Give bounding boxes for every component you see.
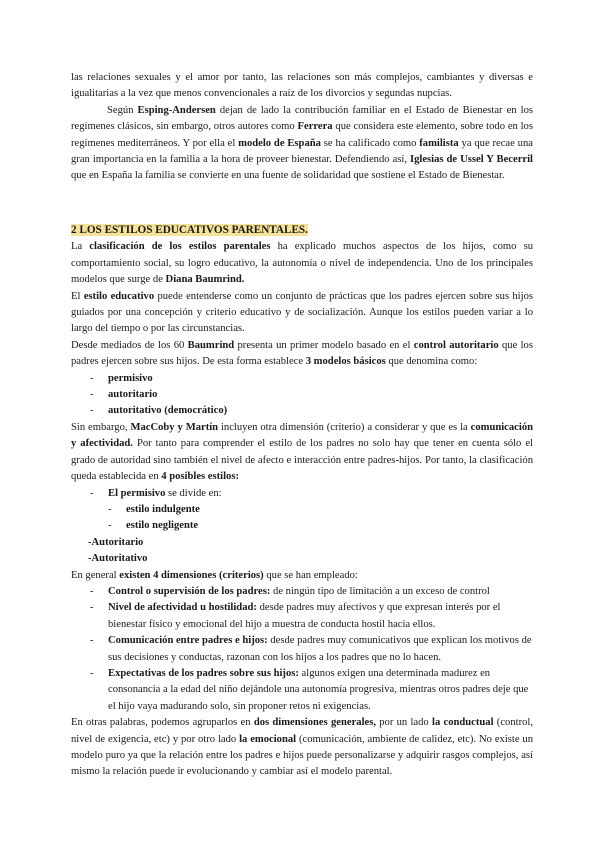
dimension-item [71, 584, 533, 600]
text-run: que se han empleado: [263, 569, 358, 581]
dimension-item [71, 633, 533, 666]
text-run: de ningún tipo de limitación a un exceso de control [270, 585, 490, 597]
intro-paragraph-2 [71, 103, 533, 185]
bold-run: Nivel de afectividad u hostilidad: [108, 602, 257, 614]
text-run: (comunicación, ambiente de calidez, etc). No existe un modelo puro ya que la relación entre los padres e hijos puede personalizarse y adquirir rasgos complejos, así mismo la relación puede ir evolucionando y cambiar así el modelo parental. [71, 733, 534, 778]
bold-run: Baumrind [187, 339, 235, 351]
paragraph-dimensions [71, 568, 533, 584]
bold-run: Diana Baumrind. [165, 274, 245, 286]
text-run: algunos exigen una determinada madurez en consonancia a la edad del niño dejándole una autonomía progresiva, mientras otros padres deje que el hijo vaya madurando solo, sin proponer retos ni exigencias. [108, 667, 529, 712]
bold-run: MacCoby y Martín [130, 421, 219, 433]
section-heading-wrap [71, 222, 533, 239]
text-run: ha explicado muchos aspectos de los hijos, como su comportamiento social, su logro educativo, la autonomía o nivel de independencia. Uno de los principales modelos que surge de [71, 241, 533, 286]
bold-run: estilo educativo [83, 290, 155, 302]
bold-run: control autoritario [413, 339, 499, 351]
bold-run: familista [419, 137, 459, 149]
bold-run: 4 posibles estilos: [161, 471, 239, 483]
text-run: que en España la familia se convierte en una fuente de solidaridad que sostiene el Estado de Bienestar. [71, 170, 505, 182]
sub-list-item: - estilo negligente [71, 518, 533, 534]
bold-run: comunicación y afectividad. [71, 421, 534, 450]
text-run: (control, nivel de exigencia, etc) y por otro lado [71, 717, 533, 745]
bold-run: dos dimensiones generales, [253, 717, 376, 729]
paragraph-final [71, 715, 533, 781]
style-autoritario: -Autoritario [88, 536, 144, 548]
intro-paragraph-1: las relaciones sexuales y el amor por tanto, las relaciones son más complejos, cambiantes y diversas e igualitarias a la vez que menos convencionales a raíz de los divorcios y segundas nupcias. [71, 72, 533, 100]
text-run: incluyen otra dimensión (criterio) a considerar y que es la [218, 421, 471, 433]
text-run: En otras palabras, podemos agruparlos en [71, 717, 254, 729]
intro-block [71, 70, 533, 185]
text-run: desde padres muy comunicativos que explican los motivos de sus decisiones y conductas, razonan con los hijos a los padres que no lo hacen. [108, 635, 532, 663]
list-item: - autoritario [71, 387, 533, 403]
paragraph-classification [71, 239, 533, 288]
bold-run: clasificación de los estilos parentales [89, 241, 271, 253]
paragraph-estilo-educativo [71, 289, 533, 338]
basic-models-list [71, 371, 533, 420]
section-heading: 2 LOS ESTILOS EDUCATIVOS PARENTALES. [71, 224, 308, 236]
four-styles-list [71, 486, 533, 535]
text-run: desde padres muy afectivos y que expresan interés por el bienestar físico y emocional del hijo a muestra de conducta hostil hacia ellos. [108, 602, 501, 630]
text-run: dejan de lado la contribución familiar en el Estado de Bienestar en los regímenes clásicos, sin embargo, otros autores como [71, 104, 534, 133]
text-run: La [71, 241, 90, 253]
text-run: que considera este elemento, sobre todo en los regímenes mediterráneos. Y por ella el [71, 121, 533, 149]
text-run: Sin embargo, [71, 421, 131, 433]
text-run: que denomina como: [385, 356, 478, 368]
dimensions-list [71, 584, 533, 715]
paragraph-baumrind [71, 338, 533, 371]
text-run: Según [107, 104, 138, 116]
text-run: que los padres ejercen sobre sus hijos. De esta forma establece [71, 339, 533, 368]
text-run: se divide en: [165, 487, 222, 499]
bold-run: Ferrera [297, 121, 333, 133]
list-item-permisivo [71, 486, 533, 502]
style-autoritativo: -Autoritativo [88, 553, 148, 565]
list-item: - permisivo [71, 371, 533, 387]
bold-run: existen 4 dimensiones (criterios) [119, 569, 264, 581]
bold-run: la emocional [239, 733, 297, 745]
bold-run: 3 modelos básicos [305, 356, 386, 368]
text-run: se ha calificado como [320, 137, 420, 149]
section-block [71, 222, 533, 781]
dimension-item [71, 600, 533, 633]
text-run: presenta un primer modelo basado en el [234, 339, 414, 351]
text-run: Por tanto para comprender el estilo de los padres no solo hay que tener en cuenta sólo el grado de autoridad sino también el nivel de afecto e interacción entre padres-hijos. Por tanto, la clasificación queda establecida en [71, 438, 533, 483]
text-run: por un lado [376, 717, 432, 729]
text-run: ya que recae una gran importancia en la familia a la hora de proveer bienestar. Defendiendo así, [71, 137, 533, 166]
bold-run: modelo de España [238, 137, 321, 149]
bold-run: Expectativas de los padres sobre sus hijos: [108, 667, 299, 679]
bold-run: Control o supervisión de los padres: [108, 585, 271, 597]
bold-run: Esping-Andersen [137, 104, 216, 116]
sub-list-item: - estilo indulgente [71, 502, 533, 518]
dimension-item [71, 666, 533, 715]
bold-run: El permisivo [108, 487, 166, 499]
list-item: - autoritativo (democrático) [71, 403, 533, 419]
text-run: Desde mediados de los 60 [71, 339, 188, 351]
text-run: El [71, 290, 84, 302]
bold-run: la conductual [432, 717, 494, 729]
text-run: En general [71, 569, 120, 581]
text-run: puede entenderse como un conjunto de prácticas que los padres ejercen sobre sus hijos guiados por una concepción y criterio educativo y de socialización. Aunque los estilos pueden variar a lo largo del tiempo o por las circunstancias. [71, 290, 533, 335]
paragraph-maccoby [71, 420, 533, 486]
bold-run: Iglesias de Ussel Y Becerril [409, 154, 533, 166]
bold-run: Comunicación entre padres e hijos: [108, 635, 268, 647]
